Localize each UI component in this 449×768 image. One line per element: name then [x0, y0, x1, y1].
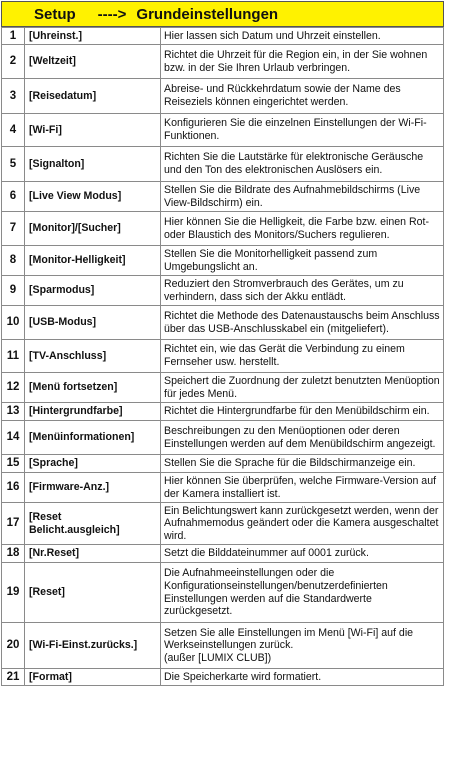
setting-name: [USB-Modus] — [25, 306, 161, 340]
setting-description: Hier können Sie die Helligkeit, die Farbe bzw. einen Rot- oder Blaustich des Monitors/Suchers regulieren. — [161, 212, 444, 246]
setting-description: Richtet ein, wie das Gerät die Verbindung zu einem Fernseher usw. herstellt. — [161, 340, 444, 373]
setting-description: Die Aufnahmeeinstellungen oder die Konfigurationseinstellungen/benutzerdefinierten Einstellungen werden auf die Standardwerte zurückgesetzt. — [161, 563, 444, 623]
row-number: 11 — [2, 340, 25, 373]
setting-name: [Wi-Fi-Einst.zurücks.] — [25, 623, 161, 669]
setting-name: [Reisedatum] — [25, 79, 161, 114]
settings-table — [1, 27, 444, 686]
table-row — [2, 503, 444, 545]
row-number: 3 — [2, 79, 25, 114]
table-row — [2, 182, 444, 212]
row-number: 4 — [2, 114, 25, 147]
row-number: 9 — [2, 276, 25, 306]
setting-description: Richtet die Methode des Datenaustauschs beim Anschluss über das USB-Anschlusskabel ein (mitgeliefert). — [161, 306, 444, 340]
row-number: 5 — [2, 147, 25, 182]
row-number: 20 — [2, 623, 25, 669]
table-row — [2, 340, 444, 373]
setting-name-line: [Reset — [29, 510, 62, 523]
table-row — [2, 147, 444, 182]
row-number: 13 — [2, 403, 25, 421]
row-number: 7 — [2, 212, 25, 246]
setting-description-line: (außer [LUMIX CLUB]) — [164, 651, 272, 664]
setting-name: [Reset] — [25, 563, 161, 623]
setting-name: [Uhreinst.] — [25, 28, 161, 45]
header-setup: Setup — [34, 5, 76, 23]
setting-name: [Sparmodus] — [25, 276, 161, 306]
header-bar — [1, 1, 444, 27]
setting-description: Richten Sie die Lautstärke für elektronische Geräusche und den Ton des elektronischen Auslösers ein. — [161, 147, 444, 182]
setting-description: Reduziert den Stromverbrauch des Gerätes, um zu verhindern, dass sich der Akku entlädt. — [161, 276, 444, 306]
setting-description: Richtet die Uhrzeit für die Region ein, in der Sie wohnen bzw. in der Sie Ihren Urlaub verbringen. — [161, 45, 444, 79]
setting-description: Die Speicherkarte wird formatiert. — [161, 669, 444, 686]
table-row — [2, 421, 444, 455]
row-number: 15 — [2, 455, 25, 473]
setting-name: [Wi-Fi] — [25, 114, 161, 147]
setting-description — [161, 623, 444, 669]
setting-description: Stellen Sie die Monitorhelligkeit passend zum Umgebungslicht an. — [161, 246, 444, 276]
setting-name: [Menüinformationen] — [25, 421, 161, 455]
setting-description: Hier lassen sich Datum und Uhrzeit einstellen. — [161, 28, 444, 45]
setting-name: [Sprache] — [25, 455, 161, 473]
setting-description: Abreise- und Rückkehrdatum sowie der Name des Reiseziels können eingerichtet werden. — [161, 79, 444, 114]
row-number: 18 — [2, 545, 25, 563]
table-row — [2, 563, 444, 623]
setting-name: [Live View Modus] — [25, 182, 161, 212]
row-number: 6 — [2, 182, 25, 212]
setting-name: [Monitor]/[Sucher] — [25, 212, 161, 246]
table-row — [2, 623, 444, 669]
setting-description: Beschreibungen zu den Menüoptionen oder deren Einstellungen werden auf dem Menübildschirm angezeigt. — [161, 421, 444, 455]
table-row — [2, 403, 444, 421]
setting-description: Ein Belichtungswert kann zurückgesetzt werden, wenn der Aufnahmemodus geändert oder die Kamera ausgeschaltet wird. — [161, 503, 444, 545]
setting-name: [Nr.Reset] — [25, 545, 161, 563]
setting-name-line: Belicht.ausgleich] — [29, 523, 120, 536]
setting-description-line: Setzen Sie alle Einstellungen im Menü [Wi-Fi] auf die Werkseinstellungen zurück. — [164, 626, 414, 652]
table-row — [2, 473, 444, 503]
setting-description: Konfigurieren Sie die einzelnen Einstellungen der Wi-Fi-Funktionen. — [161, 114, 444, 147]
setting-description: Setzt die Bilddateinummer auf 0001 zurück. — [161, 545, 444, 563]
row-number: 12 — [2, 373, 25, 403]
setting-description: Stellen Sie die Sprache für die Bildschirmanzeige ein. — [161, 455, 444, 473]
table-row — [2, 373, 444, 403]
setting-name: [Monitor-Helligkeit] — [25, 246, 161, 276]
setting-name: [TV-Anschluss] — [25, 340, 161, 373]
setting-name — [25, 503, 161, 545]
row-number: 8 — [2, 246, 25, 276]
table-row — [2, 79, 444, 114]
setting-name: [Weltzeit] — [25, 45, 161, 79]
setting-description: Speichert die Zuordnung der zuletzt benutzten Menüoption für jedes Menü. — [161, 373, 444, 403]
table-row — [2, 276, 444, 306]
row-number: 19 — [2, 563, 25, 623]
row-number: 17 — [2, 503, 25, 545]
setting-description: Stellen Sie die Bildrate des Aufnahmebildschirms (Live View-Bildschirm) ein. — [161, 182, 444, 212]
table-row — [2, 114, 444, 147]
table-row — [2, 306, 444, 340]
header-target: Grundeinstellungen — [136, 5, 279, 23]
header-arrow: ----> — [97, 5, 127, 23]
row-number: 16 — [2, 473, 25, 503]
table-row — [2, 212, 444, 246]
row-number: 14 — [2, 421, 25, 455]
table-row — [2, 45, 444, 79]
setting-name: [Format] — [25, 669, 161, 686]
setting-name: [Firmware-Anz.] — [25, 473, 161, 503]
row-number: 21 — [2, 669, 25, 686]
table-row — [2, 28, 444, 45]
setting-description: Richtet die Hintergrundfarbe für den Menübildschirm ein. — [161, 403, 444, 421]
row-number: 10 — [2, 306, 25, 340]
row-number: 1 — [2, 28, 25, 45]
setting-name: [Menü fortsetzen] — [25, 373, 161, 403]
settings-sheet — [1, 1, 444, 767]
setting-description: Hier können Sie überprüfen, welche Firmware-Version auf der Kamera installiert ist. — [161, 473, 444, 503]
table-row — [2, 246, 444, 276]
row-number: 2 — [2, 45, 25, 79]
table-row — [2, 545, 444, 563]
table-row — [2, 669, 444, 686]
setting-name: [Signalton] — [25, 147, 161, 182]
table-row — [2, 455, 444, 473]
setting-name: [Hintergrundfarbe] — [25, 403, 161, 421]
